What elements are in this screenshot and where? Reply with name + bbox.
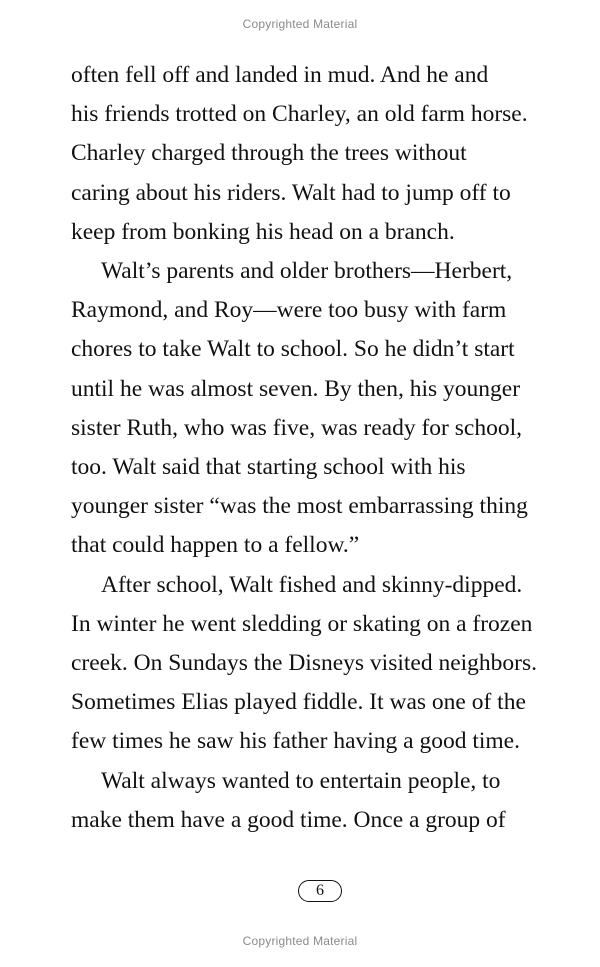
text-line: until he was almost seven. By then, his younger [71,375,521,402]
text-line: keep from bonking his head on a branch. [71,218,455,245]
text-line: Charley charged through the trees without [71,140,467,167]
text-line: his friends trotted on Charley, an old farm horse. [71,101,528,128]
page-number: 6 [298,880,342,902]
text-line: chores to take Walt to school. So he didn’t start [71,336,515,363]
text-line: caring about his riders. Walt had to jump off to [71,179,511,206]
text-line: younger sister “was the most embarrassing thing [71,493,528,520]
text-line: often fell off and landed in mud. And he and [71,62,489,88]
text-line: too. Walt said that starting school with his [71,454,466,481]
text-line: Raymond, and Roy—were too busy with farm [71,297,507,324]
text-line: few times he saw his father having a good time. [71,728,520,755]
text-line: make them have a good time. Once a group of [71,806,506,833]
text-line: that could happen to a fellow.” [71,532,360,559]
text-line: In winter he went sledding or skating on a frozen [71,610,533,637]
text-line: creek. On Sundays the Disneys visited neighbors. [71,650,538,677]
text-line: After school, Walt fished and skinny-dipped. [101,571,523,598]
text-line: Walt’s parents and older brothers—Herbert, [101,258,513,285]
copyright-watermark-top: Copyrighted Material [242,17,358,31]
text-line: sister Ruth, who was five, was ready for school, [71,414,522,441]
body-text [71,56,571,840]
text-line: Sometimes Elias played fiddle. It was one of the [71,689,526,716]
copyright-watermark-bottom: Copyrighted Material [242,934,358,948]
text-line: Walt always wanted to entertain people, to [101,767,501,794]
